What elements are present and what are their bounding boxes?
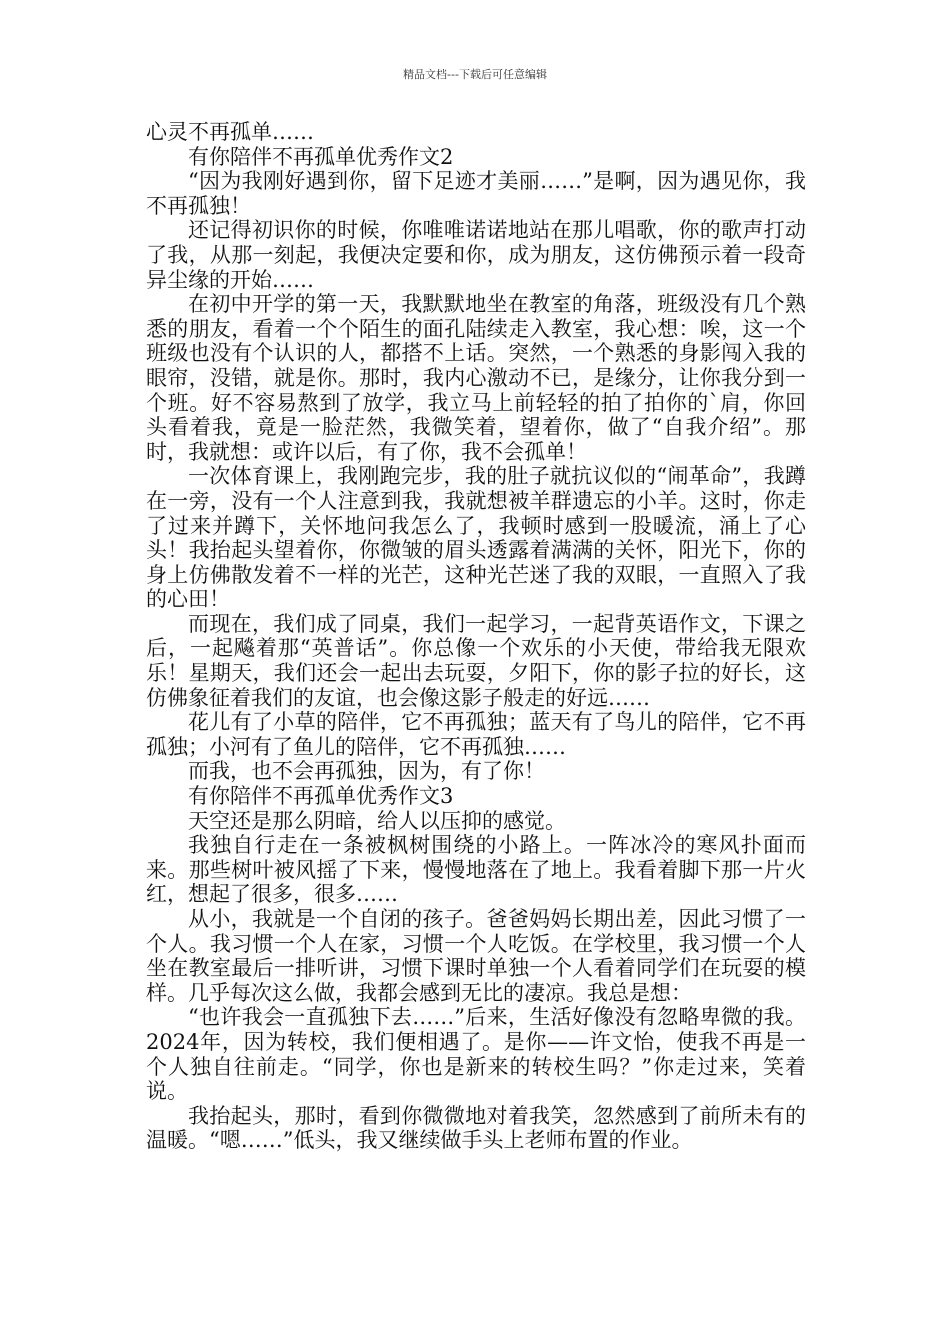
paragraph-9: 天空还是那么阴暗，给人以压抑的感觉。 xyxy=(188,808,566,833)
page-header: 精品文档---下载后可任意编辑 xyxy=(403,68,547,81)
paragraph-7: 花儿有了小草的陪伴，它不再孤独；蓝天有了鸟儿的陪伴，它不再孤独；小河有了鱼儿的陪伴，它不再孤独…… xyxy=(146,710,806,759)
document-body xyxy=(146,120,806,1153)
paragraph-11: 从小，我就是一个自闭的孩子。爸爸妈妈长期出差，因此习惯了一个人。我习惯一个人在家，习惯一个人吃饭。在学校里，我习惯一个人坐在教室最后一排听讲，习惯下课时单独一个人看着同学们在玩耍的模样。几乎每次这么做，我都会感到无比的凄凉。我总是想： xyxy=(146,907,806,1005)
section-title-2: 有你陪伴不再孤单优秀作文2 xyxy=(188,144,454,169)
paragraph-3: 还记得初识你的时候，你唯唯诺诺地站在那儿唱歌，你的歌声打动了我，从那一刻起，我便决定要和你，成为朋友，这仿佛预示着一段奇异尘缘的开始…… xyxy=(146,218,806,292)
paragraph-10: 我独自行走在一条被枫树围绕的小路上。一阵冰冷的寒风扑面而来。那些树叶被风摇了下来，慢慢地落在了地上。我看着脚下那一片火红，想起了很多，很多…… xyxy=(146,833,806,907)
paragraph-13: 我抬起头，那时，看到你微微地对着我笑，忽然感到了前所未有的温暖。“嗯……”低头，我又继续做手头上老师布置的作业。 xyxy=(146,1103,806,1153)
paragraph-5: 一次体育课上，我刚跑完步，我的肚子就抗议似的“闹革命”，我蹲在一旁，没有一个人注意到我，我就想被羊群遗忘的小羊。这时，你走了过来并蹲下，关怀地问我怎么了，我顿时感到一股暖流，涌上了心头！我抬起头望着你，你微皱的眉头透露着满满的关怀，阳光下，你的身上仿佛散发着不一样的光芒，这种光芒迷了我的双眼，一直照入了我的心田！ xyxy=(146,464,806,612)
paragraph-6: 而现在，我们成了同桌，我们一起学习，一起背英语作文，下课之后，一起飚着那“英普话”。你总像一个欢乐的小天使，带给我无限欢乐！星期天，我们还会一起出去玩耍，夕阳下，你的影子拉的好长，这仿佛象征着我们的友谊，也会像这影子般走的好远…… xyxy=(146,611,806,710)
paragraph-2: “因为我刚好遇到你，留下足迹才美丽……”是啊，因为遇见你，我不再孤独！ xyxy=(146,169,806,218)
paragraph-1: 心灵不再孤单…… xyxy=(146,120,314,144)
paragraph-4: 在初中开学的第一天，我默默地坐在教室的角落，班级没有几个熟悉的朋友，看着一个个陌生的面孔陆续走入教室，我心想：唉，这一个班级也没有个认识的人，都搭不上话。突然，一个熟悉的身影闯入我的眼帘，没错，就是你。那时，我内心激动不已，是缘分，让你我分到一个班。好不容易熬到了放学，我立马上前轻轻的拍了拍你的`肩，你回头看着我，竟是一脸茫然，我微笑着，望着你，做了“自我介绍”。那时，我就想：或许以后，有了你，我不会孤单！ xyxy=(146,292,806,464)
paragraph-8: 而我，也不会再孤独，因为，有了你！ xyxy=(188,759,545,784)
section-title-3: 有你陪伴不再孤单优秀作文3 xyxy=(188,784,454,809)
paragraph-12: “也许我会一直孤独下去……”后来，生活好像没有忽略卑微的我。2024年，因为转校，我们便相遇了。是你——许文怡，使我不再是一个人独自往前走。“同学，你也是新来的转校生吗？”你走过来，笑着说。 xyxy=(146,1005,806,1104)
